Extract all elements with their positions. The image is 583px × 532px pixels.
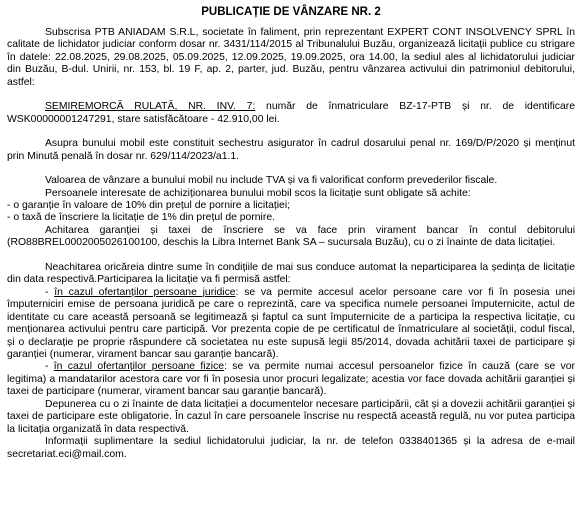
obligation-fee: - o taxă de înscriere la licitație de 1% din prețul de pornire.: [7, 212, 275, 224]
asset-details: număr de înmatriculare BZ-17-PTB și nr. de identificare WSK00000001247291, stare satisfăcătoare - 42.910,00 lei.: [7, 101, 575, 125]
obligation-guarantee: - o garanție în valoare de 10% din prețul de pornire a licitației;: [7, 199, 291, 211]
natural-persons-paragraph: [7, 361, 575, 398]
vat-paragraph: Valoarea de vânzare a bunului mobil nu include TVA și va fi valorificat conform prevederilor fiscale.: [45, 175, 498, 187]
natural-persons-prefix: -: [45, 361, 54, 373]
seizure-paragraph: Asupra bunului mobil este constituit sechestru asigurator în cadrul dosarului penal nr. 169/D/P/2020 și menținut prin Minută penală în dosar nr. 629/114/2023/a1.1.: [7, 138, 575, 162]
contact-paragraph: Informații suplimentare la sediul lichidatorului judiciar, la nr. de telefon 0338401365 și la adresa de e-mail secretariat.eci@mail.com.: [7, 436, 575, 460]
asset-name: SEMIREMORCĂ RULATĂ, NR. INV. 7:: [45, 101, 256, 113]
legal-entities-label: în cazul ofertanților persoane juridice: [54, 286, 236, 298]
natural-persons-text: : se va permite numai accesul persoanelor fizice în cauză (care se vor legitima) a mandatarilor acestora care vor fi în posesia unor procuri legalizate; acestia vor face dovada achitării garanției și taxei de participare (numerar, virament bancar sau garanție bancară).: [7, 361, 575, 398]
legal-entities-paragraph: [7, 287, 575, 362]
legal-entities-text: : se va permite accesul acelor persoane care vor fi în posesia unei împuterniciri emise de persoana juridică pe care o reprezintă, care va specifica numele persoanei împuternicite, actul de identitate cu care această persoană se legitimează și faptul ca sunt împuternicite de a participa la respectiva licitație, cu menționarea activului pentru care participă. Vor prezenta copie de pe certificatul de înmatriculare al societății, codul fiscal, și o declarație pe proprie răspundere că societatea nu este supusă legii 85/2014, dovada achitării taxei de participare și garanției (numerar, virament bancar sau garanție bancară).: [7, 286, 575, 360]
payment-paragraph: Achitarea garanției și taxei de înscriere se va face prin virament bancar în contul debitorului (RO88BREL0002005026100100, deschis la Libra Internet Bank SA – sucursala Buzău), cu o zi înainte de data licitației.: [7, 224, 575, 249]
obligations-lead: Persoanele interesate de achiziționarea bunului mobil scos la licitație sunt obligate să achite:: [45, 187, 471, 199]
natural-persons-label: în cazul ofertanților persoane fizice: [53, 361, 225, 373]
legal-entities-prefix: -: [45, 286, 55, 298]
document-title: PUBLICAȚIE DE VÂNZARE NR. 2: [201, 6, 381, 18]
documents-paragraph: Depunerea cu o zi înainte de data licitației a documentelor necesare participării, cât și a dovezii achitării garanției și taxei de participare este obligatorie. În cazul în care persoanele înscrise nu respectă această regulă, nu vor putea participa la licitația organizată în data respectivă.: [7, 398, 575, 435]
intro-paragraph: Subscrisa PTB ANIADAM S.R.L, societate în faliment, prin reprezentant EXPERT CONT INSOLVENCY SPRL în calitate de lichidator judiciar conform dosar nr. 3431/114/2015 al Tribunalului Buzău, organizează licitații publice cu strigare în datele: 22.08.2025, 29.08.2025, 05.09.2025, 12.09.2025, 19.09.2025, ora 14.00, la sediul ales al lichidatorului judiciar din Buzău, B-dul. Unirii, nr. 153, bl. 19 F, ap. 2, parter, jud. Buzău, pentru vânzarea activului din patrimoniul debitorului, astfel:: [7, 27, 575, 88]
asset-paragraph: [7, 101, 575, 126]
conditions-paragraph: Neachitarea oricăreia dintre sume în condițiile de mai sus conduce automat la neparticiparea la ședința de licitație din data respectivă.Participarea la licitație va fi permisă astfel:: [7, 261, 575, 286]
